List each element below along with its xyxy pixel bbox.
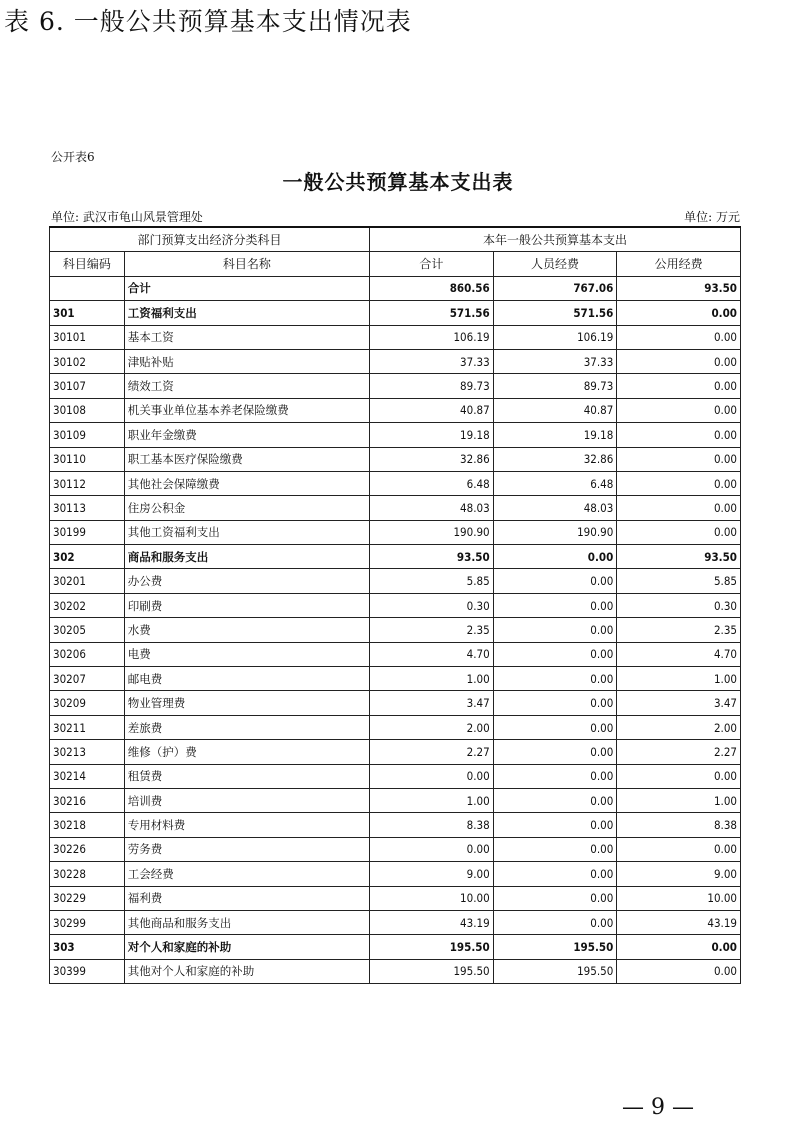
row-public: 0.00: [617, 496, 741, 520]
row-code: 301: [50, 301, 125, 325]
row-personnel: 0.00: [493, 862, 617, 886]
table-row: [50, 667, 741, 691]
row-code: 30226: [50, 837, 125, 861]
row-public: 1.00: [617, 788, 741, 812]
table-row: [50, 447, 741, 471]
row-personnel: 571.56: [493, 301, 617, 325]
row-code: 30299: [50, 910, 125, 934]
row-code: 30108: [50, 398, 125, 422]
row-personnel: 6.48: [493, 471, 617, 495]
row-code: 30109: [50, 423, 125, 447]
row-name: 劳务费: [124, 837, 369, 861]
unit-organization: 单位: 武汉市龟山风景管理处: [51, 210, 203, 224]
header-public: 公用经费: [617, 252, 741, 276]
category-row: [50, 301, 741, 325]
row-name: 职业年金缴费: [124, 423, 369, 447]
row-code: 30229: [50, 886, 125, 910]
row-total: 89.73: [370, 374, 494, 398]
category-row: [50, 935, 741, 959]
table-row: [50, 959, 741, 983]
page-heading: 表 6. 一般公共预算基本支出情况表: [4, 7, 412, 36]
row-code: 302: [50, 545, 125, 569]
row-total: 3.47: [370, 691, 494, 715]
row-personnel: 0.00: [493, 837, 617, 861]
row-name: 办公费: [124, 569, 369, 593]
row-public: 9.00: [617, 862, 741, 886]
row-total: 195.50: [370, 959, 494, 983]
row-personnel: 89.73: [493, 374, 617, 398]
row-name: 培训费: [124, 788, 369, 812]
row-total: 1.00: [370, 788, 494, 812]
row-code: 30209: [50, 691, 125, 715]
row-public: 3.47: [617, 691, 741, 715]
row-name: 差旅费: [124, 715, 369, 739]
row-code: 30199: [50, 520, 125, 544]
row-public: 0.00: [617, 423, 741, 447]
row-name: 工会经费: [124, 862, 369, 886]
total-sum: 860.56: [370, 276, 494, 300]
row-name: 住房公积金: [124, 496, 369, 520]
row-name: 专用材料费: [124, 813, 369, 837]
table-row: [50, 837, 741, 861]
row-name: 维修（护）费: [124, 740, 369, 764]
row-code: 30110: [50, 447, 125, 471]
table-row: [50, 471, 741, 495]
row-public: 0.00: [617, 374, 741, 398]
row-total: 0.30: [370, 593, 494, 617]
row-public: 1.00: [617, 667, 741, 691]
row-total: 8.38: [370, 813, 494, 837]
row-code: 30113: [50, 496, 125, 520]
row-total: 5.85: [370, 569, 494, 593]
table-row: [50, 520, 741, 544]
row-personnel: 0.00: [493, 740, 617, 764]
row-personnel: 0.00: [493, 545, 617, 569]
row-name: 邮电费: [124, 667, 369, 691]
table-row: [50, 691, 741, 715]
table-row: [50, 764, 741, 788]
row-name: 商品和服务支出: [124, 545, 369, 569]
row-code: 30107: [50, 374, 125, 398]
table-row: [50, 423, 741, 447]
row-name: 其他工资福利支出: [124, 520, 369, 544]
row-personnel: 0.00: [493, 764, 617, 788]
row-name: 绩效工资: [124, 374, 369, 398]
row-total: 0.00: [370, 837, 494, 861]
row-personnel: 0.00: [493, 813, 617, 837]
row-name: 基本工资: [124, 325, 369, 349]
page-number: — 9 —: [622, 1095, 694, 1120]
row-public: 2.27: [617, 740, 741, 764]
row-code: 30207: [50, 667, 125, 691]
row-personnel: 0.00: [493, 886, 617, 910]
table-code: 公开表6: [51, 150, 95, 164]
row-total: 195.50: [370, 935, 494, 959]
row-public: 0.00: [617, 935, 741, 959]
row-public: 0.00: [617, 325, 741, 349]
row-public: 10.00: [617, 886, 741, 910]
row-personnel: 190.90: [493, 520, 617, 544]
row-personnel: 0.00: [493, 715, 617, 739]
header-group-classification: 部门预算支出经济分类科目: [50, 227, 370, 252]
row-personnel: 0.00: [493, 910, 617, 934]
row-code: 30214: [50, 764, 125, 788]
row-code: 30211: [50, 715, 125, 739]
table-row: [50, 569, 741, 593]
row-public: 0.00: [617, 349, 741, 373]
row-public: 4.70: [617, 642, 741, 666]
row-code: 30218: [50, 813, 125, 837]
header-total: 合计: [370, 252, 494, 276]
row-personnel: 106.19: [493, 325, 617, 349]
row-name: 福利费: [124, 886, 369, 910]
row-name: 租赁费: [124, 764, 369, 788]
table-row: [50, 618, 741, 642]
row-total: 106.19: [370, 325, 494, 349]
row-public: 2.00: [617, 715, 741, 739]
row-code: 30112: [50, 471, 125, 495]
row-public: 0.00: [617, 398, 741, 422]
row-personnel: 195.50: [493, 959, 617, 983]
table-title: 一般公共预算基本支出表: [282, 170, 514, 194]
row-name: 津贴补贴: [124, 349, 369, 373]
row-total: 37.33: [370, 349, 494, 373]
row-public: 0.00: [617, 301, 741, 325]
total-personnel: 767.06: [493, 276, 617, 300]
row-code: 30201: [50, 569, 125, 593]
row-total: 40.87: [370, 398, 494, 422]
row-name: 印刷费: [124, 593, 369, 617]
row-public: 43.19: [617, 910, 741, 934]
category-row: [50, 545, 741, 569]
table-row: [50, 349, 741, 373]
total-row: [50, 276, 741, 300]
row-total: 571.56: [370, 301, 494, 325]
row-name: 对个人和家庭的补助: [124, 935, 369, 959]
row-total: 43.19: [370, 910, 494, 934]
header-name: 科目名称: [124, 252, 369, 276]
total-label: 合计: [124, 276, 369, 300]
budget-table: [49, 226, 741, 984]
row-personnel: 0.00: [493, 642, 617, 666]
row-code: 30206: [50, 642, 125, 666]
row-personnel: 37.33: [493, 349, 617, 373]
row-name: 工资福利支出: [124, 301, 369, 325]
row-public: 0.00: [617, 447, 741, 471]
table-row: [50, 593, 741, 617]
row-total: 2.27: [370, 740, 494, 764]
row-code: 30213: [50, 740, 125, 764]
header-group-budget: 本年一般公共预算基本支出: [370, 227, 741, 252]
table-row: [50, 398, 741, 422]
row-total: 4.70: [370, 642, 494, 666]
row-personnel: 0.00: [493, 593, 617, 617]
unit-currency: 单位: 万元: [684, 210, 740, 224]
row-total: 6.48: [370, 471, 494, 495]
row-total: 0.00: [370, 764, 494, 788]
row-total: 32.86: [370, 447, 494, 471]
row-personnel: 0.00: [493, 691, 617, 715]
row-total: 2.35: [370, 618, 494, 642]
row-public: 2.35: [617, 618, 741, 642]
row-code: 303: [50, 935, 125, 959]
row-total: 9.00: [370, 862, 494, 886]
header-code: 科目编码: [50, 252, 125, 276]
table-row: [50, 886, 741, 910]
row-name: 水费: [124, 618, 369, 642]
row-personnel: 0.00: [493, 667, 617, 691]
row-name: 电费: [124, 642, 369, 666]
total-code-cell: [50, 276, 125, 300]
row-personnel: 195.50: [493, 935, 617, 959]
table-row: [50, 788, 741, 812]
row-name: 机关事业单位基本养老保险缴费: [124, 398, 369, 422]
row-code: 30202: [50, 593, 125, 617]
row-public: 0.00: [617, 520, 741, 544]
row-total: 93.50: [370, 545, 494, 569]
table-row: [50, 910, 741, 934]
row-personnel: 19.18: [493, 423, 617, 447]
row-public: 8.38: [617, 813, 741, 837]
row-personnel: 40.87: [493, 398, 617, 422]
row-public: 0.00: [617, 837, 741, 861]
row-public: 5.85: [617, 569, 741, 593]
table-row: [50, 715, 741, 739]
row-total: 190.90: [370, 520, 494, 544]
row-total: 10.00: [370, 886, 494, 910]
row-total: 19.18: [370, 423, 494, 447]
row-total: 48.03: [370, 496, 494, 520]
row-code: 30399: [50, 959, 125, 983]
table-row: [50, 813, 741, 837]
table-row: [50, 642, 741, 666]
row-personnel: 32.86: [493, 447, 617, 471]
row-personnel: 0.00: [493, 618, 617, 642]
row-name: 职工基本医疗保险缴费: [124, 447, 369, 471]
row-public: 0.30: [617, 593, 741, 617]
total-public: 93.50: [617, 276, 741, 300]
table-row: [50, 325, 741, 349]
row-name: 其他社会保障缴费: [124, 471, 369, 495]
row-code: 30102: [50, 349, 125, 373]
row-public: 0.00: [617, 959, 741, 983]
row-personnel: 48.03: [493, 496, 617, 520]
row-code: 30216: [50, 788, 125, 812]
table-row: [50, 496, 741, 520]
row-code: 30101: [50, 325, 125, 349]
table-row: [50, 740, 741, 764]
row-name: 其他对个人和家庭的补助: [124, 959, 369, 983]
row-name: 物业管理费: [124, 691, 369, 715]
row-total: 1.00: [370, 667, 494, 691]
row-public: 0.00: [617, 471, 741, 495]
row-public: 0.00: [617, 764, 741, 788]
row-total: 2.00: [370, 715, 494, 739]
table-row: [50, 862, 741, 886]
row-code: 30205: [50, 618, 125, 642]
header-personnel: 人员经费: [493, 252, 617, 276]
row-name: 其他商品和服务支出: [124, 910, 369, 934]
row-personnel: 0.00: [493, 569, 617, 593]
row-code: 30228: [50, 862, 125, 886]
row-personnel: 0.00: [493, 788, 617, 812]
row-public: 93.50: [617, 545, 741, 569]
table-row: [50, 374, 741, 398]
